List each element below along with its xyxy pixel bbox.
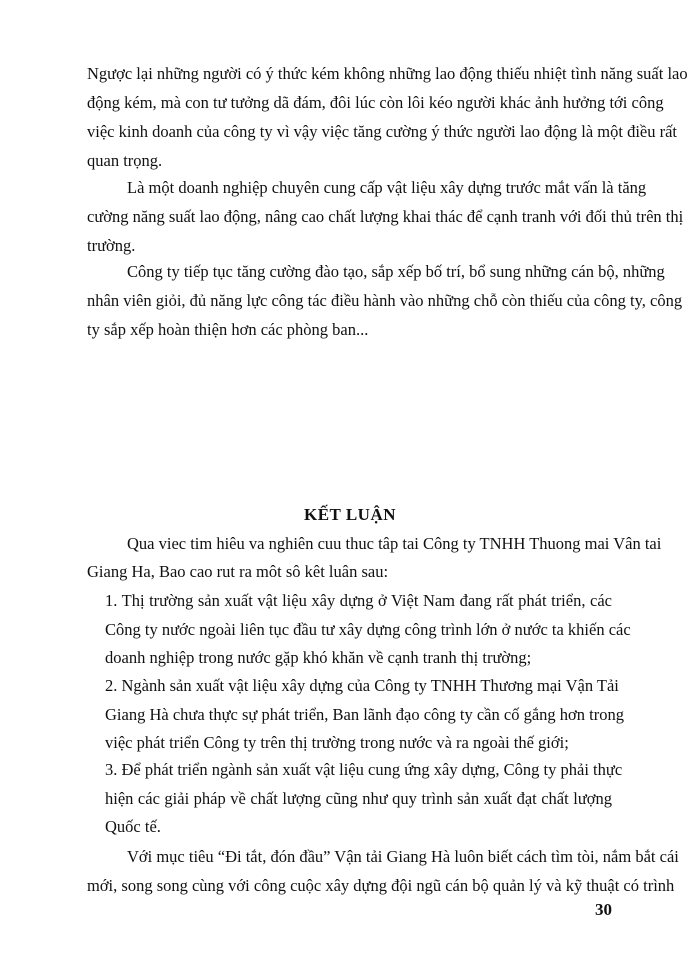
list-item-line: 1. Thị trường sản xuất vật liệu xây dựng ở Việt Nam đang rất phát triển, các [105,591,612,610]
conclusion-title: KẾT LUẬN [303,505,396,524]
list-item-line: doanh nghiệp trong nước gặp khó khăn về cạnh tranh thị trường; [105,648,532,667]
page-number: 30 [595,900,612,919]
paragraph-line: Ngược lại những người có ý thức kém không những lao động thiếu nhiệt tình năng suất lao [87,64,688,83]
paragraph-line: Với mục tiêu “Đi tắt, đón đầu” Vận tải Giang Hà luôn biết cách tìm tòi, nắm bắt cái [127,847,679,866]
paragraph-line: Công ty tiếp tục tăng cường đào tạo, sắp xếp bố trí, bổ sung những cán bộ, những [127,262,665,281]
paragraph-line: trường. [87,236,136,255]
paragraph-line: Giang Ha, Bao cao rut ra môt sô kêt luân sau: [87,562,389,581]
paragraph-line: động kém, mà con tư tưởng dã đám, đôi lúc còn lôi kéo người khác ảnh hưởng tới công [87,93,664,112]
list-item-line: Quốc tế. [105,817,161,836]
list-item-line: Công ty nước ngoài liên tục đầu tư xây dựng công trình lớn ở nước ta khiến các [105,620,631,639]
list-item-line: 2. Ngành sản xuất vật liệu xây dựng của Công ty TNHH Thương mại Vận Tải [105,676,619,695]
list-item-line: hiện các giải pháp về chất lượng cũng như quy trình sản xuất đạt chất lượng [105,789,612,808]
paragraph-line: cường năng suất lao động, nâng cao chất lượng khai thác để cạnh tranh với đối thủ trên thị [87,207,684,226]
paragraph-line: nhân viên giỏi, đủ năng lực công tác điều hành vào những chỗ còn thiếu của công ty, công [87,291,683,310]
paragraph-line: ty sắp xếp hoàn thiện hơn các phòng ban... [87,320,369,339]
paragraph-line: quan trọng. [87,151,163,170]
list-item-line: việc phát triển Công ty trên thị trường trong nước và ra ngoài thế giới; [105,733,569,752]
list-item-line: 3. Để phát triển ngành sản xuất vật liệu cung ứng xây dựng, Công ty phải thực [105,760,623,779]
list-item-line: Giang Hà chưa thực sự phát triển, Ban lãnh đạo công ty cần cố gắng hơn trong [105,705,624,724]
paragraph-line: mới, song song cùng với công cuộc xây dựng đội ngũ cán bộ quản lý và kỹ thuật có trình [87,876,675,895]
paragraph-line: Qua viec tim hiêu va nghiên cuu thuc tâp tai Công ty TNHH Thuong mai Vân tai [127,534,662,553]
paragraph-line: Là một doanh nghiệp chuyên cung cấp vật liệu xây dựng trước mắt vấn là tăng [127,178,647,197]
paragraph-line: việc kinh doanh của công ty vì vậy việc tăng cường ý thức người lao động là một điều rất [87,122,678,141]
